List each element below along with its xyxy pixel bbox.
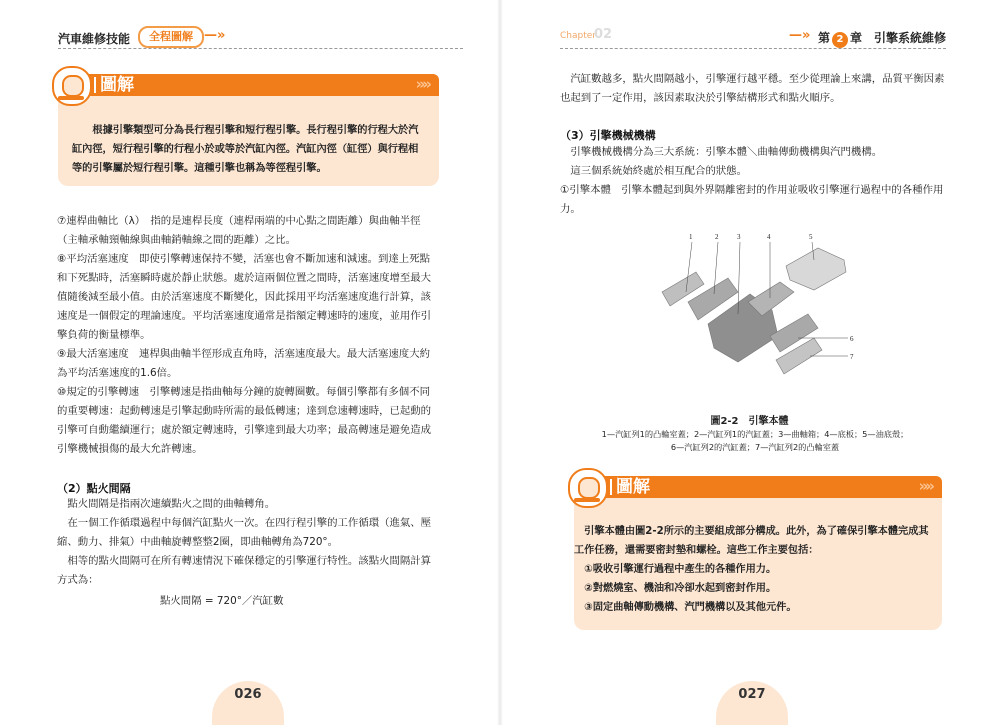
callout-6: 6 <box>850 335 854 343</box>
note-line: ②對燃燒室、機油和冷卻水起到密封作用。 <box>574 583 777 594</box>
illustration-note-box <box>58 74 439 186</box>
section-body <box>560 143 946 219</box>
oil-pan <box>786 248 846 290</box>
note-label: 圖解 <box>100 75 134 95</box>
left-page <box>0 0 499 725</box>
section-title: （3）引擎機械機構 <box>560 129 656 142</box>
note-title-bar <box>76 74 439 96</box>
paragraph: 這三個系統始終處於相互配合的狀態。 <box>560 165 748 177</box>
chevron-icon: »» <box>918 477 932 495</box>
paragraph: 引擎機械機構分為三大系統：引擎本體＼曲軸傳動機構與汽門機構。 <box>560 146 883 158</box>
right-running-header <box>560 28 946 49</box>
illustration-note-box <box>574 476 942 630</box>
paragraph: ①引擎本體 引擎本體起到與外界隔離密封的作用並吸收引擎運行過程中的各種作用力。 <box>560 184 944 215</box>
note-line: ③固定曲軸傳動機構、汽門機構以及其他元件。 <box>574 602 797 613</box>
callout-1: 1 <box>689 233 693 241</box>
left-running-header <box>58 28 463 49</box>
note-title-bar <box>592 476 942 498</box>
paragraph: 點火間隔是指兩次連續點火之間的曲軸轉角。 <box>57 498 276 510</box>
section-title: （2）點火間隔 <box>57 482 131 495</box>
figure-legend <box>560 428 950 454</box>
paragraph: 相等的點火間隔可在所有轉速情況下確保穩定的引擎運行特性。該點火間隔計算方式為： <box>57 555 432 586</box>
paragraph: ⑨最大活塞速度 連桿與曲軸半徑形成直角時，活塞速度最大。最大活塞速度大約為平均活塞速度的1.6倍。 <box>57 348 430 379</box>
body-paragraphs <box>57 212 440 459</box>
figure-caption: 圖2-2 引擎本體 <box>710 416 789 427</box>
page-number: 026 <box>234 687 262 702</box>
callout-3: 3 <box>737 233 741 241</box>
page-number-tab <box>212 681 284 725</box>
person-icon <box>568 468 608 508</box>
book-title: 汽車維修技能 <box>58 32 131 46</box>
header-arrow-icon: —» <box>789 28 811 43</box>
legend-line: 1—汽缸列1的凸輪室蓋；2—汽缸列1的汽缸蓋；3—曲軸箱；4—底板；5—油底殼； <box>601 429 909 439</box>
chapter-title: 第 2 章 引擎系統維修 <box>818 29 946 48</box>
series-pill: 全程圖解 <box>138 26 204 48</box>
note-text <box>574 522 934 617</box>
header-arrow-icon: —» <box>204 28 226 43</box>
chevron-icon: »» <box>415 75 429 93</box>
callout-2: 2 <box>715 233 719 241</box>
legend-line: 6—汽缸列2的汽缸蓋；7—汽缸列2的凸輪室蓋 <box>670 442 840 452</box>
paragraph: 在一個工作循環過程中每個汽缸點火一次。在四行程引擎的工作循環（進氣、壓縮、動力、排氣）中曲軸旋轉整整2圈，即曲軸轉角為720°。 <box>57 517 432 548</box>
person-icon <box>52 66 92 106</box>
callout-4: 4 <box>767 233 771 241</box>
note-line: ①吸收引擎運行過程中產生的各種作用力。 <box>574 564 777 575</box>
page-number-tab <box>716 681 788 725</box>
formula: 點火間隔 = 720°／汽缸數 <box>160 595 284 607</box>
callout-7: 7 <box>850 353 854 361</box>
note-line: 引擎本體由圖2-2所示的主要組成部分構成。此外，為了確保引擎本體完成其工作任務，還需要密封墊和螺栓。這些工作主要包括： <box>574 526 929 556</box>
chapter-label: Chapter <box>560 31 596 41</box>
section-body <box>57 495 440 590</box>
note-text: 根據引擎類型可分為長行程引擎和短行程引擎。長行程引擎的行程大於汽缸內徑，短行程引擎的行程小於或等於汽缸內徑。汽缸內徑（缸徑）與行程相等的引擎屬於短行程引擎。這種引擎也稱為等徑程引擎。 <box>72 125 419 174</box>
note-label: 圖解 <box>616 477 650 497</box>
paragraph: ⑩規定的引擎轉速 引擎轉速是指曲軸每分鐘的旋轉圈數。每個引擎都有多個不同的重要轉速：起動轉速是引擎起動時所需的最低轉速；達到怠速轉速時，已起動的引擎可自動繼續運行；處於額定轉速時，引擎達到最大功率；最高轉速是避免造成引擎機械損傷的最大允許轉速。 <box>57 386 432 455</box>
chapter-badge: 2 <box>832 32 848 48</box>
intro-paragraph: 汽缸數越多，點火間隔越小，引擎運行越平穩。至少從理論上來講，品質平衡因素也起到了一定作用，該因素取決於引擎結構形式和點火順序。 <box>560 73 945 104</box>
paragraph: ⑦連桿曲軸比（λ） 指的是連桿長度（連桿兩端的中心點之間距離）與曲軸半徑（主軸承軸頸軸線與曲軸銷軸線之間的距離）之比。 <box>57 215 421 246</box>
page-number: 027 <box>738 687 766 702</box>
callout-5: 5 <box>809 233 813 241</box>
engine-exploded-figure <box>648 232 856 402</box>
right-page <box>500 0 999 725</box>
paragraph: ⑧平均活塞速度 即使引擎轉速保持不變，活塞也會不斷加速和減速。到達上死點和下死點時，活塞瞬時處於靜止狀態。處於這兩個位置之間時，活塞速度增至最大值隨後減至最小值。由於活塞速度不斷變化，因此採用平均活塞速度進行計算，該速度是一個假定的理論速度。平均活塞速度通常是指額定轉速時的速度，並用作引擎負荷的衡量標準。 <box>57 253 432 341</box>
chapter-number: 02 <box>594 27 613 42</box>
